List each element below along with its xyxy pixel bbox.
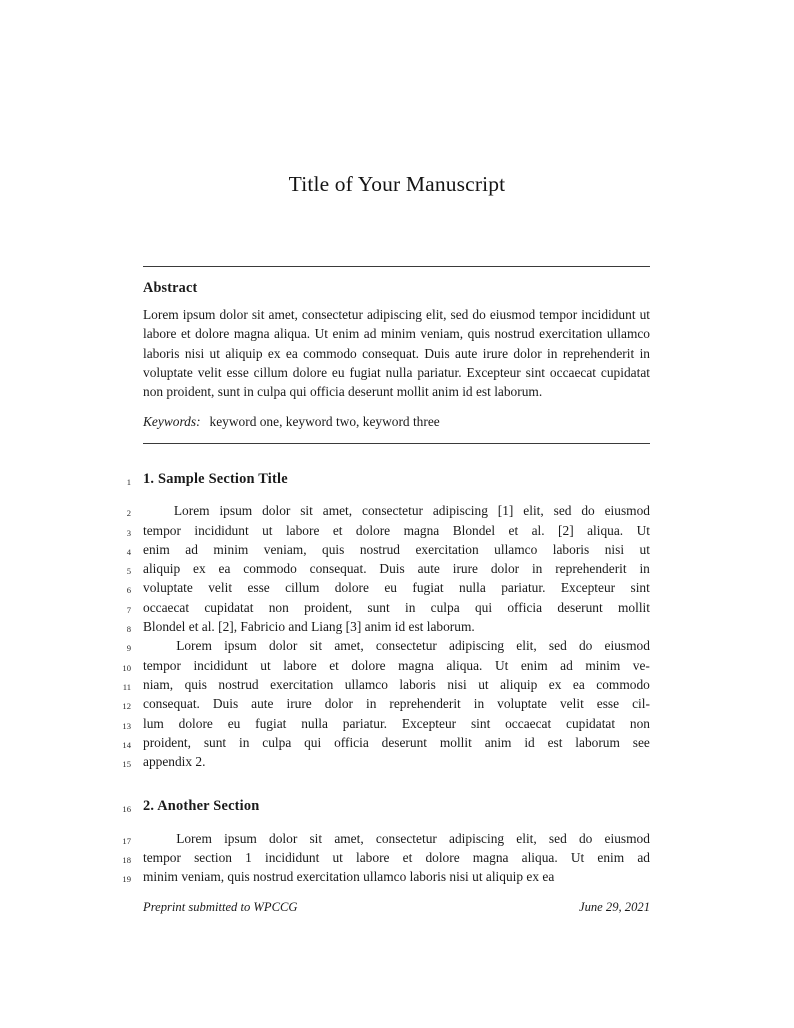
- line-number: 11: [122, 681, 131, 692]
- line-number: 8: [126, 624, 131, 635]
- line-number: 12: [122, 701, 131, 712]
- page-footer: [143, 900, 650, 915]
- body-line: Blondel et al. [2], Fabricio and Liang [3] anim id est laborum.: [143, 619, 475, 635]
- line-number: 15: [122, 759, 131, 770]
- numbered-line-row: [0, 521, 794, 540]
- body-line: minim veniam, quis nostrud exercitation ullamco laboris nisi ut aliquip ex ea: [143, 869, 555, 885]
- body-line: occaecat cupidatat non proident, sunt in culpa qui officia deserunt mollit: [143, 599, 650, 615]
- body-line: enim ad minim veniam, quis nostrud exercitation ullamco laboris nisi ut: [143, 541, 650, 557]
- numbered-line-row: [0, 559, 794, 578]
- numbered-line-row: [0, 470, 794, 489]
- line-number: 17: [122, 835, 131, 846]
- line-number: 1: [126, 477, 131, 487]
- abstract-bottom-rule: [143, 443, 650, 444]
- numbered-line-row: [0, 598, 794, 617]
- body-line: consequat. Duis aute irure dolor in reprehenderit in voluptate velit esse cil-: [143, 696, 650, 712]
- body-line: tempor incididunt ut labore et dolore magna Blondel et al. [2] aliqua. Ut: [143, 522, 650, 538]
- line-number: 16: [122, 804, 131, 815]
- section-heading: 2. Another Section: [143, 798, 260, 815]
- line-number: 10: [122, 662, 131, 673]
- numbered-line-row: [0, 656, 794, 675]
- line-number: 7: [126, 604, 131, 615]
- heading-gap: [0, 489, 794, 501]
- body-line: lum dolore eu fugiat nulla pariatur. Excepteur sint occaecat cupidatat non: [143, 715, 650, 731]
- keywords-label: Keywords:: [143, 414, 201, 430]
- line-number: 5: [126, 566, 131, 577]
- section-heading: 1. Sample Section Title: [143, 471, 288, 487]
- numbered-line-row: [0, 694, 794, 713]
- document-body: [0, 470, 794, 887]
- numbered-line-row: [0, 636, 794, 655]
- numbered-line-row: [0, 848, 794, 867]
- paragraph-indent: [143, 829, 164, 848]
- numbered-line-row: [0, 829, 794, 848]
- body-line: voluptate velit esse cillum dolore eu fugiat nulla pariatur. Excepteur sint: [143, 580, 650, 596]
- page-title: Title of Your Manuscript: [288, 172, 506, 197]
- body-line: appendix 2.: [143, 754, 206, 770]
- body-line: aliquip ex ea commodo consequat. Duis aute irure dolor in reprehenderit in: [143, 561, 650, 577]
- numbered-line-row: [0, 675, 794, 694]
- numbered-line-row: [0, 714, 794, 733]
- numbered-line-row: [0, 501, 794, 520]
- line-number: 14: [122, 739, 131, 750]
- body-line: Lorem ipsum dolor sit amet, consectetur adipiscing elit, sed do eiusmod: [143, 636, 650, 655]
- footer-right-date: June 29, 2021: [579, 900, 650, 914]
- keywords-values: keyword one, keyword two, keyword three: [209, 414, 440, 430]
- body-line: tempor section 1 incididunt ut labore et dolore magna aliqua. Ut enim ad: [143, 850, 650, 866]
- line-number: 2: [126, 508, 131, 519]
- numbered-line-row: [0, 752, 794, 771]
- line-number: 4: [126, 546, 131, 557]
- numbered-line-row: [0, 540, 794, 559]
- abstract-block: [143, 266, 650, 444]
- abstract-top-rule: [143, 266, 650, 267]
- line-number: 19: [122, 874, 131, 885]
- abstract-heading: Abstract: [143, 280, 198, 296]
- line-number: 18: [122, 855, 131, 866]
- numbered-line-row: [0, 617, 794, 636]
- body-line: niam, quis nostrud exercitation ullamco laboris nisi ut aliquip ex ea commodo: [143, 676, 650, 692]
- heading-gap: [0, 817, 794, 829]
- body-line: Lorem ipsum dolor sit amet, consectetur adipiscing elit, sed do eiusmod: [143, 829, 650, 848]
- paragraph-indent: [143, 636, 164, 655]
- numbered-line-row: [0, 733, 794, 752]
- paragraph-indent: [143, 501, 164, 520]
- line-number: 9: [126, 643, 131, 654]
- section-gap: [0, 771, 794, 797]
- numbered-line-row: [0, 867, 794, 886]
- body-line: proident, sunt in culpa qui officia deserunt mollit anim id est laborum see: [143, 734, 650, 750]
- body-line: Lorem ipsum dolor sit amet, consectetur adipiscing [1] elit, sed do eiusmod: [143, 501, 650, 520]
- numbered-line-row: [0, 578, 794, 597]
- abstract-text: Lorem ipsum dolor sit amet, consectetur adipiscing elit, sed do eiusmod tempor incididunt ut labore et dolore magna aliqua. Ut enim ad minim veniam, quis nostrud exercitation ullamco laboris nisi ut aliquip ex ea commodo consequat. Duis aute irure dolor in reprehenderit in voluptate velit esse cillum dolore eu fugiat nulla pariatur. Excepteur sint occaecat cupidatat non proident, sunt in culpa qui officia deserunt mollit anim id est laborum.: [143, 307, 650, 400]
- numbered-line-row: [0, 797, 794, 816]
- line-number: 6: [126, 585, 131, 596]
- body-line: tempor incididunt ut labore et dolore magna aliqua. Ut enim ad minim ve-: [143, 657, 650, 673]
- keywords-line: [143, 412, 650, 431]
- footer-left-text: Preprint submitted to WPCCG: [143, 900, 298, 914]
- line-number: 3: [126, 527, 131, 538]
- line-number: 13: [122, 720, 131, 731]
